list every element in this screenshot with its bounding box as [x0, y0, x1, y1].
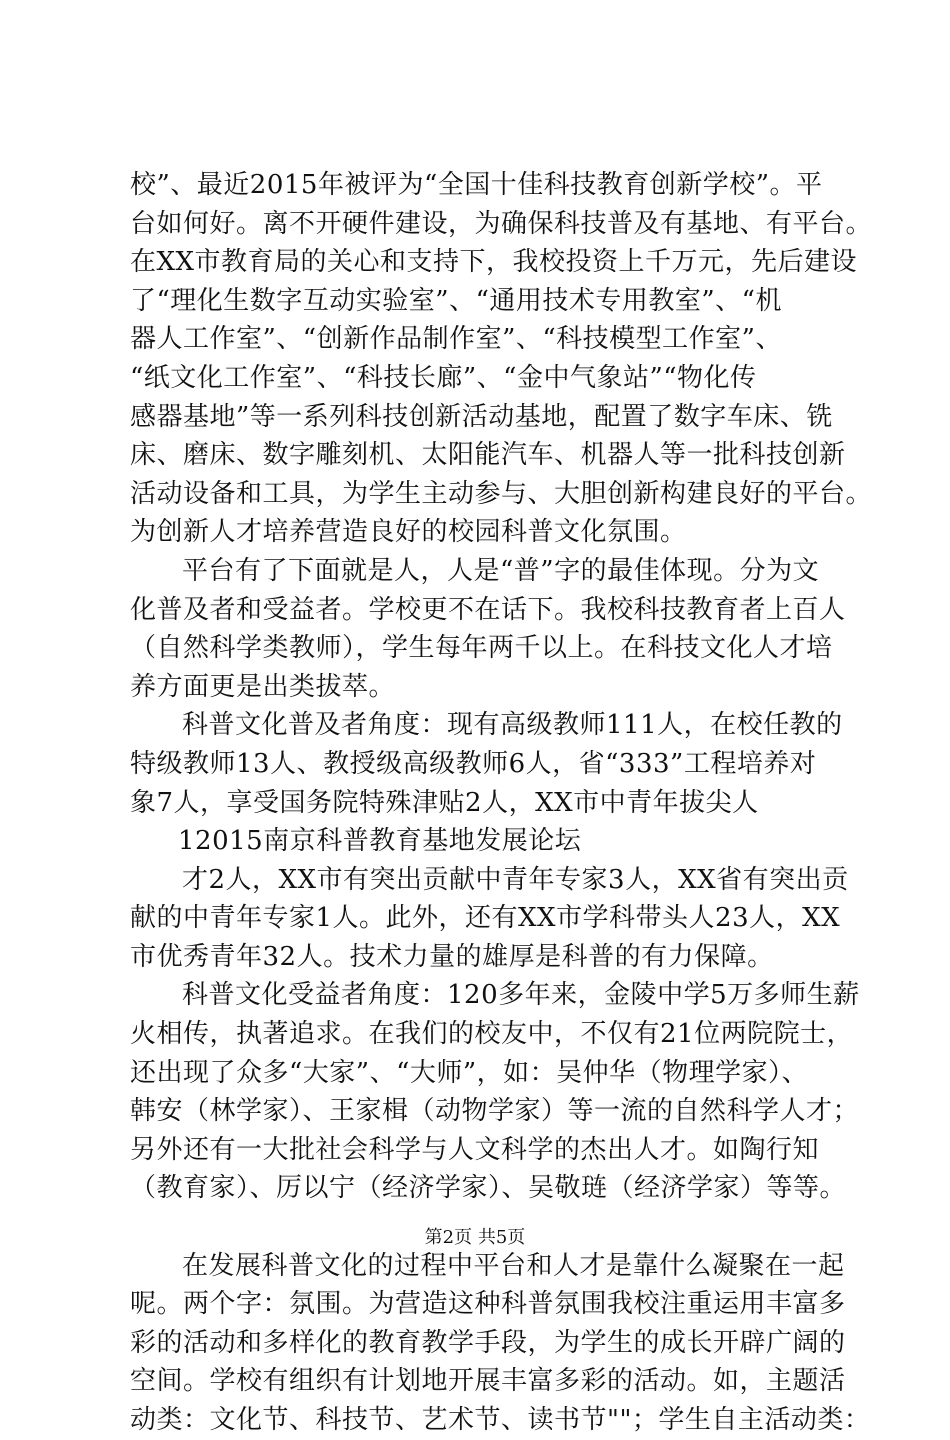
text-line: 彩的活动和多样化的教育教学手段，为学生的成长开辟广阔的: [130, 1327, 846, 1358]
text-line: （教育家）、厉以宁（经济学家）、吴敬琏（经济学家）等等。: [130, 1173, 847, 1204]
text-line: 火相传，执著追求。在我们的校友中，不仅有21位两院院士，: [130, 1019, 854, 1050]
text-line: 韩安（林学家）、王家楫（动物学家）等一流的自然科学人才；: [130, 1096, 860, 1127]
text-line: （自然科学类教师），学生每年两千以上。在科技文化人才培: [130, 633, 833, 664]
text-line: 为创新人才培养营造良好的校园科普文化氛围。: [130, 517, 687, 548]
text-line: 校”、最近2015年被评为“全国十佳科技教育创新学校”。平: [130, 170, 823, 200]
text-line: 另外还有一大批社会科学与人文科学的杰出人才。如陶行知: [130, 1134, 820, 1165]
text-line: 呢。两个字：氛围。为营造这种科普氛围我校注重运用丰富多: [130, 1289, 846, 1320]
text-line: 献的中青年专家1人。此外，还有XX市学科带头人23人，XX: [130, 903, 841, 934]
paragraph-start-line: 平台有了下面就是人，人是“普”字的最佳体现。分为文: [182, 555, 820, 586]
text-line: 床、磨床、数字雕刻机、太阳能汽车、机器人等一批科技创新: [130, 440, 846, 471]
text-line: 象7人，享受国务院特殊津贴2人，XX市中青年拔尖人: [130, 787, 759, 818]
text-line: 养方面更是出类拔萃。: [130, 671, 396, 702]
forum-caption-line: 12015南京科普教育基地发展论坛: [178, 826, 582, 857]
text-line: 了“理化生数字互动实验室”、“通用技术专用教室”、“机: [130, 285, 782, 316]
paragraph-start-line: 科普文化受益者角度：120多年来，金陵中学5万多师生薪: [182, 980, 860, 1011]
text-line: 感器基地”等一系列科技创新活动基地，配置了数字车床、铣: [130, 401, 833, 432]
text-line: 器人工作室”、“创新作品制作室”、“科技模型工作室”、: [130, 324, 782, 355]
paragraph-start-line: 在发展科普文化的过程中平台和人才是靠什么凝聚在一起: [182, 1250, 845, 1281]
text-line: 化普及者和受益者。学校更不在话下。我校科技教育者上百人: [130, 594, 846, 625]
text-line: 活动设备和工具，为学生主动参与、大胆创新构建良好的平台。: [130, 478, 873, 509]
paragraph-continuation-line: 才2人，XX市有突出贡献中青年专家3人，XX省有突出贡: [182, 864, 849, 895]
text-line: 市优秀青年32人。技术力量的雄厚是科普的有力保障。: [130, 941, 774, 972]
text-line: 在XX市教育局的关心和支持下，我校投资上千万元，先后建设: [130, 247, 858, 278]
text-line: 动类：文化节、科技节、艺术节、读书节""；学生自主活动类：: [130, 1405, 871, 1435]
page-number-footer: 第2页 共5页: [424, 1227, 526, 1248]
text-line: 还出现了众多“大家”、“大师”，如：吴仲华（物理学家）、: [130, 1057, 809, 1088]
paragraph-start-line: 科普文化普及者角度：现有高级教师111人，在校任教的: [182, 710, 843, 741]
text-line: 特级教师13人、教授级高级教师6人，省“333”工程培养对: [130, 748, 817, 779]
text-line: “纸文化工作室”、“科技长廊”、“金中气象站”“物化传: [130, 362, 757, 393]
text-line: 台如何好。离不开硬件建设，为确保科技普及有基地、有平台。: [130, 208, 873, 239]
text-line: 空间。学校有组织有计划地开展丰富多彩的活动。如，主题活: [130, 1366, 846, 1397]
